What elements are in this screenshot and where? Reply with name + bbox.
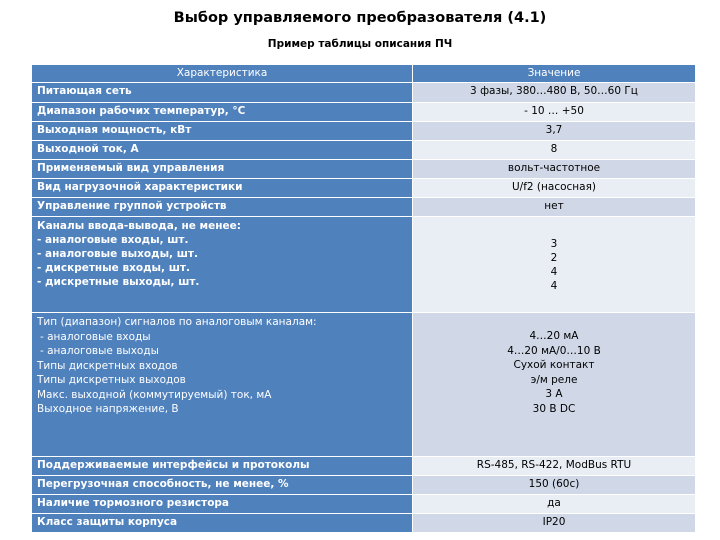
row-key: Перегрузочная способность, не менее, % bbox=[32, 476, 413, 495]
signal-value-line: 4…20 мА/0…10 В bbox=[507, 344, 601, 357]
io-value-line: 4 bbox=[550, 265, 558, 278]
table-row bbox=[32, 160, 696, 179]
io-value-line: 3 bbox=[550, 237, 558, 250]
signal-key-line: Типы дискретных входов bbox=[37, 359, 178, 372]
io-key-line: Каналы ввода-вывода, не менее: bbox=[37, 220, 241, 232]
table-row bbox=[32, 198, 696, 217]
signal-key-line: Выходное напряжение, В bbox=[37, 403, 179, 415]
io-key-line: - аналоговые выходы, шт. bbox=[37, 248, 198, 260]
signal-key-line: Типы дискретных выходов bbox=[37, 374, 186, 386]
row-value: RS-485, RS-422, ModBus RTU bbox=[413, 457, 696, 476]
signal-key-line: Тип (диапазон) сигналов по аналоговым каналам: bbox=[37, 316, 317, 328]
signal-key-line: Макс. выходной (коммутируемый) ток, мА bbox=[37, 388, 272, 401]
row-key: Диапазон рабочих температур, °С bbox=[32, 103, 413, 122]
table-row bbox=[32, 83, 696, 103]
io-key-line: - дискретные входы, шт. bbox=[37, 262, 190, 274]
signal-value-line: 4…20 мА bbox=[529, 330, 579, 342]
table-row bbox=[32, 514, 696, 533]
row-value: вольт-частотное bbox=[413, 160, 696, 179]
io-value-line: 2 bbox=[550, 251, 558, 264]
row-key: Выходной ток, А bbox=[32, 141, 413, 160]
page-title: Выбор управляемого преобразователя (4.1) bbox=[173, 10, 547, 26]
header-value: Значение bbox=[413, 65, 696, 83]
row-key: Вид нагрузочной характеристики bbox=[32, 179, 413, 198]
table-row bbox=[32, 179, 696, 198]
spec-table bbox=[31, 64, 696, 533]
row-key: Поддерживаемые интерфейсы и протоколы bbox=[32, 457, 413, 476]
row-key: Применяемый вид управления bbox=[32, 160, 413, 179]
io-key-line: - аналоговые входы, шт. bbox=[37, 234, 189, 246]
io-channels-key bbox=[32, 217, 413, 313]
signal-types-value bbox=[413, 313, 696, 457]
table-row bbox=[32, 495, 696, 514]
row-key: Питающая сеть bbox=[32, 83, 413, 103]
table-row bbox=[32, 476, 696, 495]
signal-key-line: - аналоговые входы bbox=[40, 330, 151, 343]
row-value: 150 (60с) bbox=[413, 476, 696, 495]
table-row bbox=[32, 122, 696, 141]
row-value: 8 bbox=[413, 141, 696, 160]
row-key: Класс защиты корпуса bbox=[32, 514, 413, 533]
table-row bbox=[32, 141, 696, 160]
row-value: 3 фазы, 380…480 В, 50…60 Гц bbox=[413, 83, 696, 103]
page-subtitle: Пример таблицы описания ПЧ bbox=[267, 38, 453, 50]
table-row bbox=[32, 103, 696, 122]
io-channels-row bbox=[32, 217, 696, 313]
signal-key-line: - аналоговые выходы bbox=[40, 345, 159, 357]
signal-value-line: 30 В DC bbox=[532, 402, 576, 415]
row-value: IP20 bbox=[413, 514, 696, 533]
table-row bbox=[32, 457, 696, 476]
signal-value-line: э/м реле bbox=[530, 373, 578, 386]
row-value: 3,7 bbox=[413, 122, 696, 141]
row-key: Управление группой устройств bbox=[32, 198, 413, 217]
row-value: - 10 … +50 bbox=[413, 103, 696, 122]
row-key: Выходная мощность, кВт bbox=[32, 122, 413, 141]
signal-value-line: 3 А bbox=[545, 388, 563, 400]
signal-value-line: Сухой контакт bbox=[513, 359, 595, 371]
row-value: да bbox=[413, 495, 696, 514]
signal-types-row bbox=[32, 313, 696, 457]
io-channels-value bbox=[413, 217, 696, 313]
signal-types-key bbox=[32, 313, 413, 457]
io-value-line: 4 bbox=[550, 279, 558, 292]
io-key-line: - дискретные выходы, шт. bbox=[37, 276, 200, 288]
header-characteristic: Характеристика bbox=[32, 65, 413, 83]
row-value: U/f2 (насосная) bbox=[413, 179, 696, 198]
row-key: Наличие тормозного резистора bbox=[32, 495, 413, 514]
row-value: нет bbox=[413, 198, 696, 217]
